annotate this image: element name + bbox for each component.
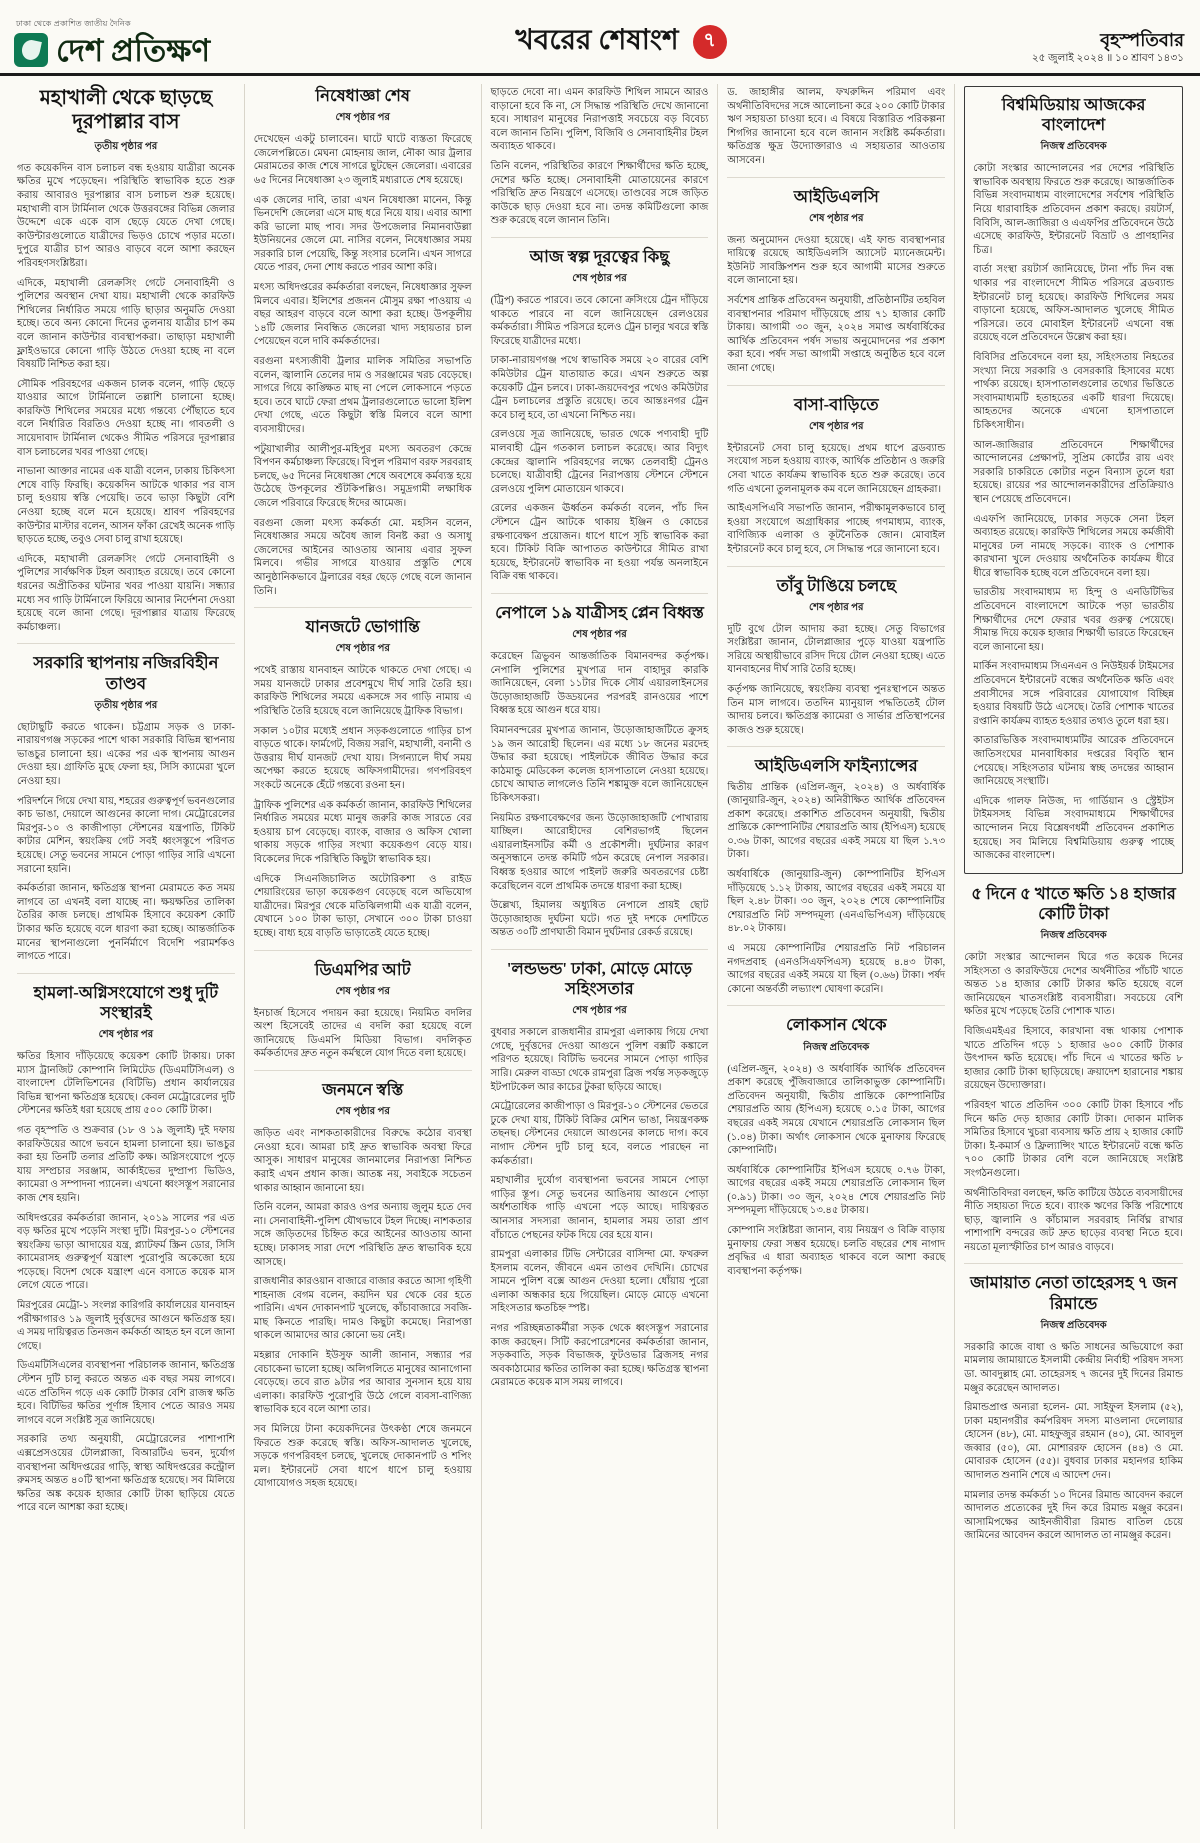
article [17,86,235,634]
article [254,607,472,940]
article-paragraph: বিবিসির প্রতিবেদনে বলা হয়, সহিংসতায় নিহতের সংখ্যা নিয়ে সরকারি ও বেসরকারি হিসাবের মধ্যে পার্থক্য রয়েছে। হাসপাতালগুলোর তথ্যের ভিত্তিতে সংবাদমাধ্যমটি হতাহতের একটি ধারণা দিয়েছে। আহতদের অনেকে এখনো হাসপাতালে চিকিৎসাধীন। [973,351,1174,431]
article-paragraph: (এপ্রিল-জুন, ২০২৪) ও অর্ধবার্ষিক আর্থিক প্রতিবেদন প্রকাশ করেছে পুঁজিবাজারে তালিকাভুক্ত কোম্পানিটি। প্রতিবেদন অনুযায়ী, দ্বিতীয় প্রান্তিকে কোম্পানিটির শেয়ারপ্রতি আয় (ইপিএস) হয়েছে ০.১৫ টাকা, আগের বছরের একই সময়ে যেখানে শেয়ারপ্রতি লোকসান ছিল (১.০৪) টাকা। অর্থাৎ লোকসান থেকে মুনাফায় ফিরেছে কোম্পানিটি। [727,1063,946,1157]
article-paragraph: রামপুরা এলাকার টিভি সেন্টারের বাসিন্দা মো. ফখরুল ইসলাম বলেন, জীবনে এমন তাণ্ডব দেখিনি। চোখের সামনে পুলিশ বক্সে আগুন দেওয়া হলো। ধোঁয়ায় পুরো এলাকা অন্ধকার হয়ে গিয়েছিল। মোড়ে মোড়ে এখনো সহিংসতার ক্ষতচিহ্ন স্পষ্ট। [490,1249,709,1315]
article-byline: শেষ পৃষ্ঠার পর [335,1106,390,1118]
article [964,86,1183,874]
article-headline: সরকারি স্থাপনায় নজিরবিহীন তাণ্ডব [33,653,219,693]
article-headline: ৫ দিনে ৫ খাতে ক্ষতি ১৪ হাজার কোটি টাকা [971,883,1176,923]
article-paragraph: বরগুনা জেলা মৎস্য কর্মকর্তা মো. মহসিন বলেন, নিষেধাজ্ঞার সময়ে অবৈধ জাল বিনষ্ট করা ও অসাধু জেলেদের আইনের আওতায় আনায় এবার সুফল মিলবে। গভীর সাগরে যাওয়ার প্রস্তুতি শেষে আনুষ্ঠানিকভাবে ট্রলারের বহর ছেড়ে গেছে বলে জানান তিনি। [253,517,472,597]
article-headline: হামলা-অগ্নিসংযোগে শুধু দুটি সংস্থারই [33,982,219,1022]
article-headline: বাসা-বাড়িতে [793,394,879,414]
article-paragraph: এএফপি জানিয়েছে, ঢাকার সড়কে সেনা টহল অব্যাহত রয়েছে। কারফিউ শিথিলের সময়ে কর্মজীবী মানুষের ঢল নামছে সড়কে। ব্যাংক ও পোশাক কারখানা খুলে দেওয়ায় অর্থনৈতিক কার্যক্রম ধীরে ধীরে স্বাভাবিক হচ্ছে বলে প্রতিবেদনে বলা হয়। [973,513,1174,579]
article-byline: শেষ পৃষ্ঠার পর [335,985,390,997]
article-paragraph: কর্তৃপক্ষ জানিয়েছে, স্বয়ংক্রিয় ব্যবস্থা পুনঃস্থাপনে অন্তত তিন মাস লাগবে। ততদিন ম্যানুয়াল পদ্ধতিতেই টোল আদায় চলবে। ক্ষতিগ্রস্ত ক্যামেরা ও সার্ভার প্রতিস্থাপনের কাজও শুরু হয়েছে। [727,684,946,736]
article-paragraph: কাতারভিত্তিক সংবাদমাধ্যমটির আরেক প্রতিবেদনে জাতিসংঘের মানবাধিকার দপ্তরের বিবৃতি স্থান পেয়েছে। সহিংসতার ঘটনায় স্বচ্ছ তদন্তের আহ্বান জানিয়েছে সংস্থাটি। [973,735,1174,788]
article-paragraph: ভারতীয় সংবাদমাধ্যম দ্য হিন্দু ও এনডিটিভির প্রতিবেদনে বাংলাদেশে আটকে পড়া ভারতীয় শিক্ষার্থীদের দেশে ফেরার খবর গুরুত্ব পেয়েছে। সীমান্ত দিয়ে কয়েক হাজার শিক্ষার্থী ভারতে ফিরেছেন বলে জানানো হয়। [973,587,1174,653]
page-header [0,0,1200,76]
article-paragraph: এদিকে, মহাখালী রেলক্রসিং গেটে সেনাবাহিনী ও পুলিশের অবস্থান দেখা যায়। মহাখালী থেকে কারফিউ শিথিলের নির্ধারিত সময়ে গাড়ি ছাড়ার অনুমতি দেওয়া হচ্ছে। তবে অন্য কোনো দিনের তুলনায় যাত্রীর চাপ কম বলে জানান কাউন্টার ব্যবস্থাপকরা। তাছাড়া মহাখালী ফ্লাইওভারে কোনো গাড়ি উঠতে দেওয়া হচ্ছে না বলে বিষয়টি নিশ্চিত করা হয়। [17,277,235,371]
news-column [245,84,482,1829]
article-byline: তৃতীয় পৃষ্ঠার পর [94,140,158,152]
article [727,86,945,168]
masthead-top-note: ঢাকা থেকে প্রকাশিত জাতীয় দৈনিক [16,19,131,28]
date-line: ২৫ জুলাই ২০২৪ ॥ ১০ শ্রাবণ ১৪৩১ [1031,52,1184,64]
article [254,950,472,1062]
article [491,237,709,584]
article [727,1005,945,1278]
article-paragraph: ইনচার্জ হিসেবে পদায়ন করা হয়েছে। নিয়মিত বদলির অংশ হিসেবেই তাদের এ বদলি করা হয়েছে বলে জানিয়েছে ডিএমপি মিডিয়া বিভাগ। বদলিকৃত কর্মকর্তাদের দ্রুত নতুন কর্মস্থলে যোগ দিতে বলা হয়েছে। [253,1007,472,1060]
article-headline: আইডিএলসি ফাইন্যান্সের [754,756,918,776]
article-paragraph: মামলার তদন্ত কর্মকর্তা ১০ দিনের রিমান্ড আবেদন করলে আদালত প্রত্যেকের দুই দিন করে রিমান্ড মঞ্জুর করেন। আসামিপক্ষের আইনজীবীরা রিমান্ড বাতিল চেয়ে জামিনের আবেদন করলে আদালত তা নামঞ্জুর করেন। [964,1489,1183,1542]
article-paragraph: ছাড়তে দেবো না। এমন কারফিউ শিথিল সামনে আরও বাড়ানো হবে কি না, সে সিদ্ধান্ত পরিস্থিতি দেখে জানানো হবে। সাধারণ মানুষের নিরাপত্তাই সবচেয়ে বড় বিবেচ্য বলে জানান তিনি। পুলিশ, বিজিবি ও সেনাবাহিনীর টহল অব্যাহত থাকবে। [490,87,709,153]
article-byline: নিজস্ব প্রতিবেদক [1040,1319,1107,1331]
article-paragraph: ঢাকা-নারায়ণগঞ্জ পথে স্বাভাবিক সময়ে ২০ বারের বেশি কমিউটার ট্রেন যাতায়াত করে। এখন শুরুতে অল্প কয়েকটি ট্রেন চলবে। ঢাকা-জয়দেবপুর পথেও কমিউটার ট্রেন চলাচলের প্রস্তুতি রয়েছে। তবে আন্তঃনগর ট্রেন কবে চালু হবে, তা এখনো নিশ্চিত নয়। [490,355,709,421]
article-byline: শেষ পৃষ্ঠার পর [572,629,627,641]
columns [0,76,1200,1829]
article-headline: ডিএমপির আট [314,959,411,979]
article-paragraph: পরিবহণ খাতে প্রতিদিন ৩০০ কোটি টাকা হিসাবে পাঁচ দিনে ক্ষতি দেড় হাজার কোটি টাকা। দোকান মালিক সমিতির হিসাবে খুচরা ব্যবসায় ক্ষতি প্রায় ২ হাজার কোটি টাকা। ই-কমার্স ও ফ্রিল্যান্সিং খাতে ইন্টারনেট বন্ধে ক্ষতি ৭০০ কোটি টাকার বেশি বলে জানিয়েছে সংশ্লিষ্ট সংগঠনগুলো। [964,1099,1183,1179]
article-paragraph: বার্তা সংস্থা রয়টার্স জানিয়েছে, টানা পাঁচ দিন বন্ধ থাকার পর বাংলাদেশে সীমিত পরিসরে ব্রডব্যান্ড ইন্টারনেট চালু হয়েছে। কারফিউ শিথিলের সময় বাড়ানো হয়েছে, অফিস-আদালত খুলেছে সীমিত পরিসরে। তবে মোবাইল ইন্টারনেট এখনো বন্ধ রয়েছে বলে প্রতিবেদনে উল্লেখ করা হয়। [973,264,1174,344]
article-byline: শেষ পৃষ্ঠার পর [809,212,864,224]
article-headline: মহাখালী থেকে ছাড়ছে দূরপাল্লার বাস [39,87,213,134]
article-paragraph: অর্ধবার্ষিকে কোম্পানিটির ইপিএস হয়েছে ০.৭৬ টাকা, আগের বছরের একই সময়ে শেয়ারপ্রতি লোকসান ছিল (০.৯১) টাকা। ৩০ জুন, ২০২৪ শেষে শেয়ারপ্রতি নিট সম্পদমূল্য দাঁড়িয়েছে ১৩.৪৫ টাকায়। [727,1164,946,1217]
article-paragraph: গত বৃহস্পতি ও শুক্রবার (১৮ ও ১৯ জুলাই) দুই দফায় কারফিউয়ের আগে ভবনে হামলা চালানো হয়। ভাঙচুর করা হয় তিনটি তলার প্রতিটি কক্ষ। অগ্নিসংযোগে পুড়ে যায় সম্প্রচার সরঞ্জাম, আর্কাইভের দুষ্প্রাপ্য ভিডিও, ক্যামেরা ও সম্পাদনা প্যানেল। এখনো ধ্বংসস্তূপ সরানোর কাজ শেষ হয়নি। [17,1124,235,1204]
article-paragraph: সর্বশেষ প্রান্তিক প্রতিবেদন অনুযায়ী, প্রতিষ্ঠানটির তহবিল ব্যবস্থাপনার পরিমাণ দাঁড়িয়েছে প্রায় ৭১ হাজার কোটি টাকায়। আগামী ৩০ জুন, ২০২৪ সমাপ্ত অর্ধবার্ষিকের আর্থিক প্রতিবেদন পর্ষদ সভায় অনুমোদনের পর প্রকাশ করা হবে। পর্ষদ সভা আগামী সপ্তাহে অনুষ্ঠিত হবে বলে জানা গেছে। [727,295,946,375]
article-headline: নিষেধাজ্ঞা শেষ [315,86,410,105]
article-headline: আজ স্বল্প দূরত্বের কিছু [529,246,670,266]
date-block [1032,29,1184,65]
article-paragraph: পরিদর্শনে গিয়ে দেখা যায়, শহরের গুরুত্বপূর্ণ ভবনগুলোর কাচ ভাঙা, দেয়ালে আগুনের কালো দাগ। মেট্রোরেলের মিরপুর-১০ ও কাজীপাড়া স্টেশনের যন্ত্রপাতি, টিকিট কাটার মেশিন, স্বয়ংক্রিয় গেট সবই ধ্বংসস্তূপে পরিণত হয়েছে। সেতু ভবনের সামনে পোড়া গাড়ির সারি এখনো সরানো হয়নি। [17,795,235,875]
masthead-title: দেশ প্রতিক্ষণ [56,32,211,68]
article-byline: শেষ পৃষ্ঠার পর [335,112,390,124]
article-paragraph: বুধবার সকালে রাজধানীর রামপুরা এলাকায় গিয়ে দেখা গেছে, দুর্বৃত্তদের দেওয়া আগুনে পুলিশ বক্সটি কঙ্কালে পরিণত হয়েছে। বিটিভি ভবনের সামনে পোড়া গাড়ির সারি। মেরুল বাড্ডা থেকে রামপুরা ব্রিজ পর্যন্ত সড়কজুড়ে ইটপাটকেল আর কাচের টুকরা ছড়িয়ে আছে। [490,1027,709,1093]
article-paragraph: অধিদপ্তরের কর্মকর্তারা জানান, ২০১৯ সালের পর এত বড় ক্ষতির মুখে পড়েনি সংস্থা দুটি। মিরপুর-১০ স্টেশনের স্বয়ংক্রিয় ভাড়া আদায়ের যন্ত্র, প্ল্যাটফর্ম স্ক্রিন ডোর, সিসি ক্যামেরাসহ গুরুত্বপূর্ণ যন্ত্রাংশ পুরোপুরি অকেজো হয়ে পড়েছে। বিদেশ থেকে যন্ত্রাংশ এনে বসাতে কয়েক মাস লেগে যেতে পারে। [17,1212,235,1292]
article-paragraph: এক জেলের দাবি, তারা এখন নিষেধাজ্ঞা মানেন, কিন্তু ভিনদেশি জেলেরা এসে মাছ ধরে নিয়ে যায়। এবার আশা করি ভালো মাছ পাব। সদর উপজেলার নিমানবাউল্লা ইউনিয়নের জেলে মো. নাসির বলেন, নিষেধাজ্ঞার সময় সরকারি চাল পেয়েছি, কিন্তু সংসার চলেনি। এখন সাগরে যেতে পারব, দেনা শোধ করতে পারব আশা করি। [253,194,472,274]
article-paragraph: ডিএমটিসিএলের ব্যবস্থাপনা পরিচালক জানান, ক্ষতিগ্রস্ত স্টেশন দুটি চালু করতে অন্তত এক বছর সময় লাগবে। এতে প্রতিদিন গড়ে এক কোটি টাকার বেশি রাজস্ব ক্ষতি হবে। বিটিভির ক্ষতির পূর্ণাঙ্গ হিসাব পেতে আরও সময় লাগবে বলে সংশ্লিষ্ট সূত্র জানিয়েছে। [17,1360,235,1426]
article-paragraph: করেছেন ত্রিভুবন আন্তর্জাতিক বিমানবন্দর কর্তৃপক্ষ। নেপালি পুলিশের মুখপাত্র দান বাহাদুর কারকি জানিয়েছেন, বেলা ১১টার দিকে সৌর্য এয়ারলাইনসের উড়োজাহাজটি উড্ডয়নের পরপরই রানওয়ের পাশে বিধ্বস্ত হয়ে আগুন ধরে যায়। [490,651,709,717]
article-paragraph: বরগুনা মৎস্যজীবী ট্রলার মালিক সমিতির সভাপতি বলেন, জ্বালানি তেলের দাম ও সরঞ্জামের খরচ বেড়েছে। সাগরে গিয়ে কাঙ্ক্ষিত মাছ না পেলে লোকসানে পড়তে হবে। তবে ঘাটে ফেরা প্রথম ট্রলারগুলোতে ভালো ইলিশ দেখা গেছে, এতে কিছুটা স্বস্তি মিলবে বলে আশা ব্যবসায়ীদের। [253,356,472,435]
article-headline: তাঁবু টাঙিয়ে চলছে [776,575,896,595]
article-paragraph: নিয়মিত রক্ষণাবেক্ষণের জন্য উড়োজাহাজটি পোখারায় যাচ্ছিল। আরোহীদের বেশিরভাগই ছিলেন এয়ারলাইনসটির কর্মী ও প্রকৌশলী। দুর্ঘটনার কারণ অনুসন্ধানে তদন্ত কমিটি গঠন করেছে নেপাল সরকার। বিধ্বস্ত হওয়ার আগে পাইলট জরুরি অবতরণের চেষ্টা করেছিলেন বলে প্রাথমিক তদন্তে ধারণা করা হচ্ছে। [490,812,709,892]
newspaper-logo [14,33,48,67]
article-paragraph: এ সময়ে কোম্পানিটির শেয়ারপ্রতি নিট পরিচালন নগদপ্রবাহ (এনওসিএফপিএস) হয়েছে ৪.৪৩ টাকা, আগের বছরের একই সময়ে যা ছিল (০.৬৬) টাকা। পর্ষদ কোনো অন্তর্বর্তী লভ্যাংশ ঘোষণা করেনি। [727,943,946,995]
article [727,566,945,738]
article-paragraph: দ্বিতীয় প্রান্তিক (এপ্রিল-জুন, ২০২৪) ও অর্ধবার্ষিক (জানুয়ারি-জুন, ২০২৪) অনিরীক্ষিত আর্থিক প্রতিবেদন প্রকাশ করেছে। প্রকাশিত প্রতিবেদন অনুযায়ী, দ্বিতীয় প্রান্তিকে কোম্পানিটির শেয়ারপ্রতি আয় (ইপিএস) হয়েছে ০.৩৬ টাকা, আগের বছরের একই সময়ে যা ছিল ১.৭৩ টাকা। [727,781,946,861]
article [964,1263,1183,1543]
article-headline: জনমনে স্বস্তি [322,1080,404,1100]
article-headline: বিশ্বমিডিয়ায় আজকের বাংলাদেশ [1001,95,1146,135]
article-paragraph: বিমানবন্দরের মুখপাত্র জানান, উড়োজাহাজটিতে ক্রুসহ ১৯ জন আরোহী ছিলেন। এর মধ্যে ১৮ জনের মরদেহ উদ্ধার করা হয়েছে। পাইলটকে জীবিত উদ্ধার করে কাঠমান্ডু মেডিকেল কলেজ হাসপাতালে নেওয়া হয়েছে। চোখে আঘাত লাগলেও তিনি শঙ্কামুক্ত বলে জানিয়েছেন চিকিৎসকরা। [490,725,709,804]
article-paragraph: কোটা সংস্কার আন্দোলনের পর দেশের পরিস্থিতি স্বাভাবিক অবস্থায় ফিরতে শুরু করেছে। আন্তর্জাতিক বিভিন্ন সংবাদমাধ্যম বাংলাদেশের সর্বশেষ পরিস্থিতি নিয়ে ধারাবাহিক প্রতিবেদন প্রকাশ করছে। রয়টার্স, বিবিসি, আল-জাজিরা ও এএফপির প্রতিবেদনে উঠে এসেছে কারফিউ, ইন্টারনেট বিভ্রাট ও প্রাণহানির চিত্র। [973,163,1174,256]
article [17,643,235,963]
article-paragraph: মিরপুরের মেট্রো-১ সংলগ্ন কারিগরি কার্যালয়ের যানবাহন পরীক্ষাগারও ১৯ জুলাই দুর্বৃত্তদের আগুনে ক্ষতিগ্রস্ত হয়। এ সময় দায়িত্বরত তিনজন কর্মকর্তা আহত হন বলে জানা গেছে। [17,1300,235,1352]
section-title: খবরের শেষাংশ [515,25,679,56]
article-paragraph: এদিকে সিএনজিচালিত অটোরিকশা ও রাইড শেয়ারিংয়ের ভাড়া কয়েকগুণ বেড়েছে বলে অভিযোগ যাত্রীদের। মিরপুর থেকে মতিঝিলগামী এক যাত্রী বলেন, যেখানে ১০০ টাকা ভাড়া, সেখানে ৩০০ টাকা চাওয়া হচ্ছে। বাধ্য হয়ে বাড়তি ভাড়াতেই যেতে হচ্ছে। [253,873,472,939]
article-paragraph: গত কয়েকদিন বাস চলাচল বন্ধ হওয়ায় যাত্রীরা অনেক ক্ষতির মুখে পড়েছেন। পরিস্থিতি স্বাভাবিক হতে শুরু করায় আবারও দূরপাল্লার বাস চলাচল শুরু হয়েছে। মহাখালী বাস টার্মিনাল থেকে উত্তরবঙ্গের বিভিন্ন জেলার উদ্দেশে একে একে বাস ছেড়ে যেতে দেখা গেছে। কাউন্টারগুলোতে যাত্রীদের ভিড়ও চোখে পড়ার মতো। দুপুরে যাত্রীর চাপ আরও বাড়বে বলে আশা করছেন পরিবহণসংশ্লিষ্টরা। [17,162,235,269]
news-column [482,84,719,1829]
article-paragraph: জড়িত এবং নাশকতাকারীদের বিরুদ্ধে কঠোর ব্যবস্থা নেওয়া হবে। আমরা চাই দ্রুত স্বাভাবিক অবস্থা ফিরে আসুক। সাধারণ মানুষের জানমালের নিরাপত্তা নিশ্চিত করাই এখন প্রধান কাজ। আতঙ্ক নয়, সবাইকে সচেতন থাকার আহ্বান জানানো হয়। [253,1128,472,1194]
page-number-badge: ৭ [693,25,727,59]
article-headline: নেপালে ১৯ যাত্রীসহ প্লেন বিধ্বস্ত [495,602,704,622]
article-byline: নিজস্ব প্রতিবেদক [803,1041,870,1053]
article-paragraph: রাজধানীর কারওয়ান বাজারে বাজার করতে আসা গৃহিণী শাহনাজ বেগম বলেন, কয়দিন ঘর থেকে বের হতে পারিনি। এখন দোকানপাট খুলেছে, কাঁচাবাজারে সবজি-মাছ কিনতে পারছি। দামও কিছুটা কমেছে। নিরাপত্তা থাকলে আমাদের আর কোনো ভয় নেই। [253,1276,472,1342]
article-paragraph: নাভানা আক্তার নামের এক যাত্রী বলেন, ঢাকায় চিকিৎসা শেষে বাড়ি ফিরছি। কয়েকদিন আটকে থাকার পর বাস চালু হওয়ায় স্বস্তি পেয়েছি। তবে ভাড়া কিছুটা বেশি নেওয়া হচ্ছে বলে মনে হয়েছে। শ্রাবণ পরিবহণের কাউন্টার মাস্টার বলেন, আসন ফাঁকা রেখেই অনেক গাড়ি ছাড়তে হচ্ছে, তবুও সেবা চালু রাখা হয়েছে। [17,466,235,546]
article-paragraph: দুটি বুথে টোল আদায় করা হচ্ছে। সেতু বিভাগের সংশ্লিষ্টরা জানান, টোলপ্লাজার পুড়ে যাওয়া যন্ত্রপাতি সরিয়ে অস্থায়ীভাবে রসিদ দিয়ে টোল নেওয়া হচ্ছে। এতে যানবাহনের দীর্ঘ সারি তৈরি হচ্ছে। [727,623,946,676]
news-column [955,84,1192,1829]
article-byline: শেষ পৃষ্ঠার পর [98,1028,154,1040]
article-paragraph: বিজিএমইএর হিসাবে, কারখানা বন্ধ থাকায় পোশাক খাতে প্রতিদিন গড়ে ১ হাজার ৬০০ কোটি টাকার উৎপাদন ক্ষতি হয়েছে। পাঁচ দিনে এ খাতের ক্ষতি ৮ হাজার কোটি টাকা ছাড়িয়েছে। ক্রয়াদেশ হারানোর শঙ্কায় রয়েছেন উদ্যোক্তারা। [964,1025,1183,1092]
article-paragraph: সরকারি কাজে বাধা ও ক্ষতি সাধনের অভিযোগে করা মামলায় জামায়াতে ইসলামী কেন্দ্রীয় নির্বাহী পরিষদ সদস্য ডা. আবদুল্লাহ মো. তাহেরসহ ৭ জনের দুই দিনের রিমান্ড মঞ্জুর করেছেন আদালত। [964,1341,1183,1394]
article-paragraph: অর্ধবার্ষিকে (জানুয়ারি-জুন) কোম্পানিটির ইপিএস দাঁড়িয়েছে ১.১২ টাকায়, আগের বছরের একই সময়ে যা ছিল ২.৪৮ টাকা। ৩০ জুন, ২০২৪ শেষে কোম্পানিটির শেয়ারপ্রতি নিট সম্পদমূল্য (এনএভিপিএস) দাঁড়িয়েছে ৪৮.০২ টাকায়। [727,869,946,935]
article-byline: তৃতীয় পৃষ্ঠার পর [94,699,158,711]
news-column [718,84,955,1829]
article-paragraph: মহাখালীর দুর্যোগ ব্যবস্থাপনা ভবনের সামনে পোড়া গাড়ির স্তূপ। সেতু ভবনের আঙিনায় আগুনে পোড়া অর্ধশতাধিক গাড়ি এখনো পড়ে আছে। দায়িত্বরত আনসার সদস্যরা জানান, হামলার সময় তারা প্রাণ বাঁচাতে পেছনের ফটক দিয়ে বের হয়ে যান। [490,1175,709,1241]
article-headline: জামায়াত নেতা তাহেরসহ ৭ জন রিমান্ডে [970,1273,1178,1313]
article-paragraph: ক্ষতির হিসাব দাঁড়িয়েছে কয়েকশ কোটি টাকায়। ঢাকা ম্যাস ট্রানজিট কোম্পানি লিমিটেড (ডিএমটিসিএল) ও বাংলাদেশ টেলিভিশনের (বিটিভি) প্রধান কার্যালয়ের বিভিন্ন স্থাপনা ক্ষতিগ্রস্ত হয়েছে। কেবল মেট্রোরেলের দুটি স্টেশনের ক্ষতিই ধরা হয়েছে প্রায় ৫০০ কোটি টাকা। [17,1050,235,1117]
article-paragraph: উল্লেখ্য, হিমালয় অধ্যুষিত নেপালে প্রায়ই ছোট উড়োজাহাজ দুর্ঘটনা ঘটে। গত দুই দশকে দেশটিতে অন্তত ৩০টি প্রাণঘাতী বিমান দুর্ঘটনার রেকর্ড রয়েছে। [490,900,709,939]
article-byline: নিজস্ব প্রতিবেদক [1040,930,1107,941]
news-column [8,84,245,1829]
article-paragraph: তিনি বলেন, পরিস্থিতির কারণে শিক্ষার্থীদের ক্ষতি হচ্ছে, দেশের ক্ষতি হচ্ছে। সেনাবাহিনী মোতায়েনের কারণে পরিস্থিতি দ্রুত নিয়ন্ত্রণে এসেছে। তাণ্ডবের সঙ্গে জড়িত কাউকে ছাড় দেওয়া হবে না। তদন্ত কমিটিগুলো কাজ শুরু করেছে বলে জানান তিনি। [490,160,709,227]
article-headline: আইডিএলসি [793,186,879,206]
article-byline: নিজস্ব প্রতিবেদক [1040,141,1107,153]
article-paragraph: পথেই রাস্তায় যানবাহন আটকে থাকতে দেখা গেছে। এ সময় যানজটে ঢাকার প্রবেশমুখে দীর্ঘ সারি তৈরি হয়। কারফিউ শিথিলের সময়ে একসঙ্গে সব গাড়ি নামায় এ পরিস্থিতি তৈরি হয়েছে বলে জানিয়েছে ট্রাফিক বিভাগ। [253,665,472,718]
article [727,746,945,996]
masthead-block [14,18,210,67]
article-paragraph: সৌমিক পরিবহণের একজন চালক বলেন, গাড়ি ছেড়ে যাওয়ার আগে টার্মিনালে তল্লাশি চালানো হচ্ছে। কারফিউ শিথিলের সময়ের মধ্যে গন্তব্যে পৌঁছাতে হবে বলে নির্ধারিত বিরতিও দেওয়া হচ্ছে না। গাবতলী ও সায়েদাবাদ টার্মিনাল থেকেও সীমিত পরিসরে দূরপাল্লার বাস চলাচলের খবর পাওয়া গেছে। [17,378,235,458]
article-paragraph: রেলওয়ে সূত্র জানিয়েছে, ভারত থেকে পণ্যবাহী দুটি মালবাহী ট্রেন গতকাল চলাচল করেছে। আর বিদ্যুৎ কেন্দ্রের জ্বালানি পরিবহণের লক্ষ্যে তেলবাহী ট্রেনও চলেছে। যাত্রীবাহী ট্রেনের নিরাপত্তায় স্টেশনে স্টেশনে রেলওয়ে পুলিশ মোতায়েন থাকবে। [490,429,709,495]
article-paragraph: তিনি বলেন, আমরা কারও ওপর অন্যায় জুলুম হতে দেব না। সেনাবাহিনী-পুলিশ যৌথভাবে টহল দিচ্ছে। নাশকতার সঙ্গে জড়িতদের চিহ্নিত করে আইনের আওতায় আনা হচ্ছে। ঢাকাসহ সারা দেশে পরিস্থিতি দ্রুত স্বাভাবিক হয়ে আসছে। [253,1202,472,1268]
article-headline: লোকসান থেকে [786,1015,887,1035]
article-paragraph: এদিকে, মহাখালী রেলক্রসিং গেটে সেনাবাহিনী ও পুলিশের সার্বক্ষণিক টহল অব্যাহত রয়েছে। তবে কোনো ধরনের অপ্রীতিকর ঘটনার খবর পাওয়া যায়নি। সন্ধ্যার মধ্যে সব গাড়ি টার্মিনালে ফিরিয়ে আনার নির্দেশনা দেওয়া হয়েছে বলে জানা গেছে। দূরপাল্লার যাত্রায় ফিরেছে কর্মচাঞ্চল্য। [17,553,235,633]
article-paragraph: জন্য অনুমোদন দেওয়া হয়েছে। এই ফান্ড ব্যবস্থাপনার দায়িত্বে রয়েছে আইডিএলসি অ্যাসেট ম্যানেজমেন্ট। ইউনিট সাবস্ক্রিপশন শুরু হবে আগামী মাসের শুরুতে বলে জানানো হয়। [727,234,946,287]
article-paragraph: মার্কিন সংবাদমাধ্যম সিএনএন ও নিউইয়র্ক টাইমসের প্রতিবেদনে ইন্টারনেট বন্ধের অর্থনৈতিক ক্ষতি এবং প্রবাসীদের সঙ্গে পরিবারের যোগাযোগ বিচ্ছিন্ন হওয়ার বিষয়টি উঠে এসেছে। তৈরি পোশাক খাতের রপ্তানি কার্যক্রম ব্যাহত হওয়ার তথ্যও তুলে ধরা হয়। [973,661,1174,727]
article-paragraph: ছোটাছুটি করতে থাকেন। চট্টগ্রাম সড়ক ও ঢাকা-নারায়ণগঞ্জ সড়কের পাশে থাকা সরকারি বিভিন্ন স্থাপনায় ভাঙচুর চালানো হয়। একের পর এক স্থাপনায় আগুন দেওয়া হয়। গ্রাফিতি মুছে ফেলা হয়, সিসি ক্যামেরা খুলে নেওয়া হয়। [17,721,235,787]
article-paragraph: অর্থনীতিবিদরা বলছেন, ক্ষতি কাটিয়ে উঠতে ব্যবসায়ীদের নীতি সহায়তা দিতে হবে। ব্যাংক ঋণের কিস্তি পরিশোধে ছাড়, জ্বালানি ও কাঁচামাল সরবরাহ নির্বিঘ্ন রাখার পাশাপাশি বন্দরের জট দ্রুত ছাড়ের ব্যবস্থা নিতে হবে। নয়তো মূল্যস্ফীতির চাপ আরও বাড়বে। [964,1187,1183,1253]
article [254,86,472,598]
article-paragraph: নগর পরিচ্ছন্নতাকর্মীরা সড়ক থেকে ধ্বংসস্তূপ সরানোর কাজ করছেন। সিটি করপোরেশনের কর্মকর্তারা জানান, সড়কবাতি, সড়ক বিভাজক, ফুটওভার ব্রিজসহ নগর অবকাঠামোর ক্ষতির তালিকা করা হচ্ছে। ক্ষতিগ্রস্ত স্থাপনা মেরামতে কয়েক মাস সময় লাগবে। [490,1323,709,1389]
article-paragraph: সরকারি তথ্য অনুযায়ী, মেট্রোরেলের পাশাপাশি এক্সপ্রেসওয়ের টোলপ্লাজা, বিআরটিএ ভবন, দুর্যোগ ব্যবস্থাপনা অধিদপ্তরের গাড়ি, স্বাস্থ্য অধিদপ্তরের কন্ট্রোল রুমসহ অন্তত ৪০টি স্থাপনা ক্ষতিগ্রস্ত হয়েছে। সব মিলিয়ে ক্ষতির অঙ্ক কয়েক হাজার কোটি টাকা ছাড়িয়ে যেতে পারে বলে আশঙ্কা করা হচ্ছে। [17,1434,235,1514]
article [491,593,709,940]
article [491,86,709,228]
article-byline: শেষ পৃষ্ঠার পর [335,643,390,655]
article-paragraph: ইন্টারনেট সেবা চালু হয়েছে। প্রথম ধাপে ব্রডব্যান্ড সংযোগ সচল হওয়ায় ব্যাংক, আর্থিক প্রতিষ্ঠান ও জরুরি সেবা খাতে কার্যক্রম স্বাভাবিক হতে শুরু করেছে। তবে গতি এখনো তুলনামূলক কম বলে জানিয়েছেন গ্রাহকরা। [727,442,946,495]
article-paragraph: ড. জাহাঙ্গীর আলম, ফখরুদ্দিন পরিমাণ এবং অর্থনীতিবিদদের সঙ্গে আলোচনা করে ২০০ কোটি টাকার ঋণ সহায়তা চাওয়া হবে। এ বিষয়ে বিস্তারিত পরিকল্পনা শিগগির জানানো হবে বলে জানান সংশ্লিষ্ট কর্মকর্তারা। ক্ষতিগ্রস্ত ক্ষুদ্র উদ্যোক্তারাও এ সহায়তার আওতায় আসবেন। [727,87,946,166]
article-byline: শেষ পৃষ্ঠার পর [809,601,864,613]
article-headline: 'লন্ডভন্ড' ঢাকা, মোড়ে মোড়ে সহিংসতার [506,958,693,999]
article-paragraph: সকাল ১০টার মধ্যেই প্রধান সড়কগুলোতে গাড়ির চাপ বাড়তে থাকে। ফার্মগেট, বিজয় সরণি, মহাখালী, বনানী ও উত্তরায় দীর্ঘ যানজট দেখা যায়। সিগন্যালে দীর্ঘ সময় অপেক্ষা করতে হয়েছে অফিসগামীদের। গণপরিবহণ সংকটে অনেকে হেঁটে গন্তব্যে রওনা হন। [253,725,472,791]
article-paragraph: ট্রাফিক পুলিশের এক কর্মকর্তা জানান, কারফিউ শিথিলের নির্ধারিত সময়ের মধ্যে মানুষ জরুরি কাজ সারতে বের হওয়ায় চাপ বেড়েছে। ব্যাংক, বাজার ও অফিস খোলা থাকায় সড়কে গাড়ির সংখ্যা কয়েকগুণ বেড়ে যায়। বিকেলের দিকে পরিস্থিতি কিছুটা স্বাভাবিক হয়। [253,799,472,865]
article-byline: শেষ পৃষ্ঠার পর [809,420,864,432]
article-paragraph: মৎস্য অধিদপ্তরের কর্মকর্তারা বলছেন, নিষেধাজ্ঞার সুফল মিলবে এবার। ইলিশের প্রজনন মৌসুম রক্ষা পাওয়ায় এ বছর আহরণ বাড়বে বলে আশা করা হচ্ছে। উপকূলীয় ১৪টি জেলার নিবন্ধিত জেলেরা খাদ্য সহায়তার চাল পেয়েছেন বলে দাবি কর্মকর্তাদের। [253,282,472,348]
article-paragraph: কোম্পানি সংশ্লিষ্টরা জানান, ব্যয় নিয়ন্ত্রণ ও বিক্রি বাড়ায় মুনাফায় ফেরা সম্ভব হয়েছে। চলতি বছরের শেষ নাগাদ প্রবৃদ্ধির এ ধারা অব্যাহত থাকবে বলে আশা করছে ব্যবস্থাপনা কর্তৃপক্ষ। [727,1225,946,1277]
article-paragraph: কোটা সংস্কার আন্দোলন ঘিরে গত কয়েক দিনের সহিংসতা ও কারফিউয়ে দেশের অর্থনীতির পাঁচটি খাতে অন্তত ১৪ হাজার কোটি টাকার ক্ষতি হয়েছে বলে জানিয়েছেন খাতসংশ্লিষ্ট ব্যবসায়ীরা। সবচেয়ে বেশি ক্ষতির মুখে পড়েছে তৈরি পোশাক খাত। [964,952,1183,1018]
article-paragraph: রিমান্ডপ্রাপ্ত অন্যরা হলেন- মো. সাইফুল ইসলাম (৫২), ঢাকা মহানগরীর কর্মপরিষদ সদস্য মাওলানা দেলোয়ার হোসেন (৪৮), মো. মাহফুজুর রহমান (৪০), মো. আবদুল জব্বার (৫০), মো. মোশাররফ হোসেন (৪৪) ও মো. মোবারক হোসেন (৫৫)। বুধবার ঢাকার মহানগর হাকিম আদালত শুনানি শেষে এ আদেশ দেন। [964,1402,1183,1482]
article [491,949,709,1390]
article-headline: যানজটে ভোগান্তি [305,617,420,637]
weekday-label: বৃহস্পতিবার [1100,30,1184,51]
article-byline: শেষ পৃষ্ঠার পর [572,273,627,285]
article-paragraph: দেখেছেন একটু চালাবেন। ঘাটে ঘাটে ব্যস্ততা ফিরেছে জেলেপল্লিতে। মেঘনা মোহনায় জাল, নৌকা আর ট্রলার মেরামতের কাজ শেষে সাগরে ছুটছেন জেলেরা। এবারের ৬৫ দিনের নিষেধাজ্ঞা ২৩ জুলাই মধ্যরাতে শেষ হয়েছে। [253,134,472,186]
article-paragraph: এদিকে গালফ নিউজ, দ্য গার্ডিয়ান ও স্ট্রেইটস টাইমসসহ বিভিন্ন সংবাদমাধ্যমে শিক্ষার্থীদের আন্দোলন নিয়ে বিশ্লেষণধর্মী প্রতিবেদন প্রকাশিত হয়েছে। সব মিলিয়ে বিশ্বমিডিয়ায় গুরুত্ব পাচ্ছে আজকের বাংলাদেশ। [973,795,1174,862]
article-paragraph: পটুয়াখালীর আলীপুর-মহিপুর মৎস্য অবতরণ কেন্দ্রে বিপণন কর্মচাঞ্চল্য ফিরেছে। বিপুল পরিমাণ বরফ সরবরাহ চলছে, ৬৫ দিনের নিষেধাজ্ঞা শেষে অবশেষে কর্মব্যস্ত হয়ে উঠেছে উপকূলের শুঁটকিপল্লিও। সমুদ্রগামী লক্ষাধিক জেলে পরিবারে ফিরেছে ঈদের আমেজ। [253,443,472,509]
article-paragraph: সব মিলিয়ে টানা কয়েকদিনের উৎকণ্ঠা শেষে জনমনে ফিরতে শুরু করেছে স্বস্তি। অফিস-আদালত খুলেছে, সড়কে গণপরিবহণ চলছে, খুলেছে দোকানপাট ও শপিং মল। ইন্টারনেট সেবা ধাপে ধাপে চালু হওয়ায় যোগাযোগও সহজ হয়েছে। [253,1424,472,1490]
article [727,385,945,557]
article [964,884,1183,1255]
section-title-block [515,18,726,65]
article [254,1070,472,1491]
article [727,177,945,376]
article-paragraph: মহল্লার দোকানি ইউসুফ আলী জানান, সন্ধ্যার পর বেচাকেনা ভালো হচ্ছে। অলিগলিতে মানুষের আনাগোনা বেড়েছে। তবে রাত ৯টার পর আবার সুনসান হয়ে যায় এলাকা। কারফিউ পুরোপুরি উঠে গেলে ব্যবসা-বাণিজ্য স্বাভাবিক হবে বলে আশা তার। [253,1350,472,1416]
article-paragraph: রেলের একজন ঊর্ধ্বতন কর্মকর্তা বলেন, পাঁচ দিন স্টেশনে ট্রেন আটকে থাকায় ইঞ্জিন ও কোচের রক্ষণাবেক্ষণ প্রয়োজন। ধাপে ধাপে সূচি স্বাভাবিক করা হবে। টিকিট বিক্রি আপাতত কাউন্টারে সীমিত রাখা হয়েছে, ইন্টারনেট স্বাভাবিক না হওয়া পর্যন্ত অনলাইনে বিক্রি বন্ধ থাকবে। [490,503,709,583]
article-paragraph: মেট্রোরেলের কাজীপাড়া ও মিরপুর-১০ স্টেশনের ভেতরে ঢুকে দেখা যায়, টিকিট বিক্রির মেশিন ভাঙা, নিয়ন্ত্রণকক্ষ তছনছ। স্টেশনের দেয়ালে আগুনের কালচে দাগ। কবে নাগাদ স্টেশন দুটি চালু হবে, বলতে পারছেন না কর্মকর্তারা। [490,1101,709,1167]
article-paragraph: (ট্রিপ) করতে পারবে। তবে কোনো ক্রসিংয়ে ট্রেন দাঁড়িয়ে থাকতে পারবে না বলে জানিয়েছেন রেলওয়ের কর্মকর্তারা। সীমিত পরিসরে হলেও ট্রেন চালুর খবরে স্বস্তি ফিরেছে যাত্রীদের মধ্যে। [490,295,709,347]
article-paragraph: আইএসপিএবি সভাপতি জানান, পরীক্ষামূলকভাবে চালু হওয়া সংযোগে অগ্রাধিকার পাচ্ছে গণমাধ্যম, ব্যাংক, বাণিজ্যিক এলাকা ও কূটনৈতিক জোন। মোবাইল ইন্টারনেট কবে চালু হবে, সে সিদ্ধান্ত পরে জানানো হবে। [727,503,946,555]
article-byline: শেষ পৃষ্ঠার পর [572,1005,627,1017]
article-paragraph: কর্মকর্তারা জানান, ক্ষতিগ্রস্ত স্থাপনা মেরামতে কত সময় লাগবে তা এখনই বলা যাচ্ছে না। ক্ষয়ক্ষতির তালিকা তৈরির কাজ চলছে। প্রাথমিক হিসাবে কয়েকশ কোটি টাকার ক্ষতি হয়েছে বলে ধারণা করা হচ্ছে। আন্তর্জাতিক মানের স্থাপনাগুলো পুনর্নির্মাণে বিদেশি পরামর্শকও লাগতে পারে। [17,883,235,963]
article-paragraph: আল-জাজিরার প্রতিবেদনে শিক্ষার্থীদের আন্দোলনের প্রেক্ষাপট, সুপ্রিম কোর্টের রায় এবং সরকারি চাকরিতে কোটার নতুন বিন্যাস তুলে ধরা হয়েছে। রায়ের পর আন্দোলনকারীদের প্রতিক্রিয়াও স্থান পেয়েছে প্রতিবেদনে। [973,439,1174,505]
article [17,973,235,1515]
